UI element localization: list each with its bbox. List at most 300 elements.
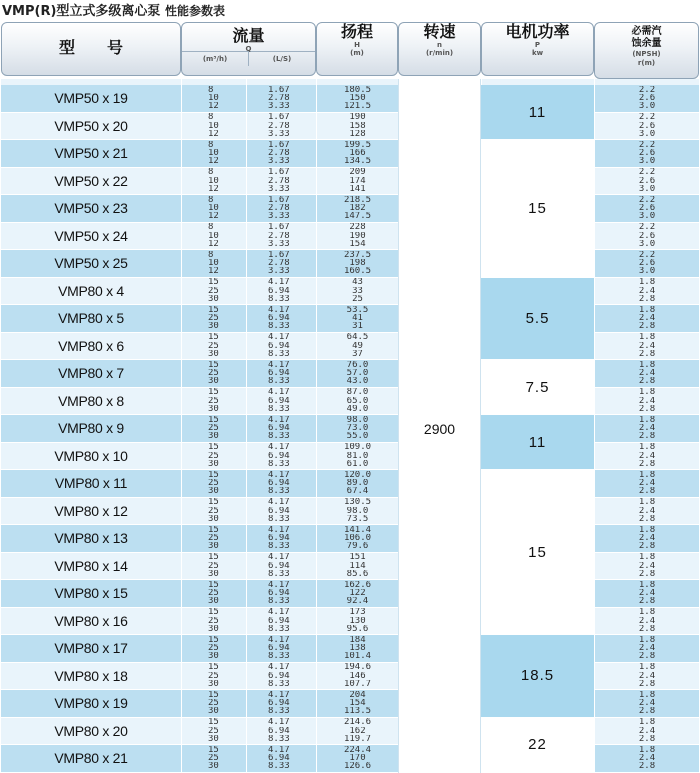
flow-m3h-cell-value: 30 bbox=[208, 349, 219, 359]
head-cell-value: 151 bbox=[349, 553, 366, 562]
flow-m3h-cell-value: 10 bbox=[208, 121, 219, 130]
npsh-cell-value: 1.8 bbox=[638, 278, 656, 287]
header-head-symbol: H bbox=[354, 41, 360, 49]
header-speed-symbol: n bbox=[437, 41, 442, 49]
npsh-cell-value: 2.8 bbox=[638, 569, 656, 579]
table-row bbox=[1, 718, 699, 746]
flow-m3h-cell bbox=[181, 718, 246, 746]
npsh-cell-value: 2.6 bbox=[638, 176, 656, 185]
flow-ls-cell-value: 4.17 bbox=[268, 388, 290, 397]
npsh-cell-value: 2.8 bbox=[638, 652, 656, 661]
model-cell: VMP50 x 19 bbox=[1, 85, 181, 113]
table-row bbox=[1, 580, 699, 608]
npsh-cell-value: 2.6 bbox=[638, 259, 656, 268]
flow-m3h-cell-value: 15 bbox=[208, 305, 219, 315]
model-cell: VMP80 x 4 bbox=[1, 278, 181, 306]
header-npsh-line3: (NPSH) bbox=[632, 50, 661, 58]
flow-m3h-cell-value: 25 bbox=[208, 451, 219, 460]
flow-m3h-cell bbox=[181, 360, 246, 388]
npsh-cell bbox=[594, 690, 699, 718]
header-flow-unit-m3h: (m³/h) bbox=[202, 55, 228, 63]
npsh-cell-value: 2.8 bbox=[638, 734, 656, 744]
npsh-cell-value: 3.0 bbox=[638, 267, 656, 276]
flow-m3h-cell-value: 25 bbox=[208, 369, 219, 378]
flow-ls-cell-value: 6.94 bbox=[268, 341, 290, 350]
flow-ls-cell bbox=[246, 250, 316, 278]
flow-m3h-cell-value: 30 bbox=[208, 514, 219, 524]
npsh-cell-value: 1.8 bbox=[638, 305, 656, 315]
flow-m3h-cell-value: 10 bbox=[208, 149, 219, 158]
head-cell bbox=[316, 85, 398, 113]
flow-ls-cell bbox=[246, 498, 316, 526]
head-cell-value: 41 bbox=[352, 314, 363, 323]
npsh-cell-value: 2.2 bbox=[638, 113, 656, 122]
head-cell bbox=[316, 553, 398, 581]
npsh-cell bbox=[594, 443, 699, 471]
flow-ls-cell-value: 4.17 bbox=[268, 718, 290, 727]
head-cell-value: 121.5 bbox=[343, 102, 372, 111]
npsh-cell-value: 2.4 bbox=[638, 506, 656, 515]
flow-ls-cell-value: 1.67 bbox=[268, 223, 290, 232]
flow-ls-cell-value: 2.78 bbox=[268, 149, 290, 158]
flow-ls-cell-value: 3.33 bbox=[268, 102, 290, 111]
flow-ls-cell-value: 1.67 bbox=[268, 85, 290, 95]
head-cell-value: 33 bbox=[352, 286, 363, 295]
flow-m3h-cell bbox=[181, 553, 246, 581]
model-cell: VMP80 x 7 bbox=[1, 360, 181, 388]
flow-ls-cell-value: 6.94 bbox=[268, 369, 290, 378]
flow-m3h-cell-value: 15 bbox=[208, 333, 219, 342]
flow-m3h-cell bbox=[181, 663, 246, 691]
flow-m3h-cell-value: 30 bbox=[208, 652, 219, 661]
header-model bbox=[1, 22, 181, 76]
flow-ls-cell-value: 4.17 bbox=[268, 360, 290, 370]
flow-ls-cell-value: 6.94 bbox=[268, 671, 290, 680]
flow-ls-cell-value: 6.94 bbox=[268, 616, 290, 625]
npsh-cell-value: 2.4 bbox=[638, 616, 656, 625]
npsh-cell bbox=[594, 85, 699, 113]
npsh-cell-value: 1.8 bbox=[638, 443, 656, 452]
head-cell bbox=[316, 223, 398, 251]
flow-m3h-cell-value: 15 bbox=[208, 525, 219, 535]
flow-ls-cell-value: 4.17 bbox=[268, 745, 290, 755]
npsh-cell-value: 3.0 bbox=[638, 129, 656, 139]
head-cell-value: 199.5 bbox=[343, 140, 372, 150]
flow-ls-cell-value: 3.33 bbox=[268, 212, 290, 221]
flow-m3h-cell-value: 30 bbox=[208, 294, 219, 304]
npsh-cell bbox=[594, 580, 699, 608]
flow-m3h-cell-value: 30 bbox=[208, 569, 219, 579]
flow-m3h-cell bbox=[181, 580, 246, 608]
npsh-cell-value: 2.6 bbox=[638, 204, 656, 213]
npsh-cell-value: 2.6 bbox=[638, 94, 656, 103]
flow-m3h-cell bbox=[181, 85, 246, 113]
flow-ls-cell-value: 4.17 bbox=[268, 525, 290, 535]
flow-m3h-cell bbox=[181, 333, 246, 361]
model-cell: VMP80 x 10 bbox=[1, 443, 181, 471]
flow-m3h-cell-value: 25 bbox=[208, 671, 219, 680]
flow-m3h-cell-value: 30 bbox=[208, 707, 219, 716]
flow-ls-cell-value: 6.94 bbox=[268, 561, 290, 570]
npsh-cell bbox=[594, 553, 699, 581]
head-cell-value: 98.0 bbox=[346, 506, 369, 515]
table-row bbox=[1, 333, 699, 361]
flow-ls-cell-value: 8.33 bbox=[268, 322, 290, 331]
header-head-unit: (m) bbox=[350, 49, 364, 57]
flow-m3h-cell bbox=[181, 608, 246, 636]
npsh-cell bbox=[594, 168, 699, 196]
flow-ls-cell-value: 2.78 bbox=[268, 204, 290, 213]
table-row bbox=[1, 223, 699, 251]
npsh-cell-value: 2.8 bbox=[638, 294, 656, 304]
flow-ls-cell-value: 8.33 bbox=[268, 597, 290, 606]
head-cell-value: 25 bbox=[352, 294, 363, 304]
flow-m3h-cell-value: 8 bbox=[208, 113, 214, 122]
model-cell: VMP80 x 8 bbox=[1, 388, 181, 416]
head-cell-value: 114 bbox=[349, 561, 366, 570]
flow-m3h-cell-value: 15 bbox=[208, 553, 219, 562]
head-cell-value: 98.0 bbox=[346, 415, 369, 425]
model-cell: VMP80 x 18 bbox=[1, 663, 181, 691]
model-cell: VMP80 x 14 bbox=[1, 553, 181, 581]
flow-m3h-cell-value: 25 bbox=[208, 699, 219, 708]
flow-m3h-cell-value: 15 bbox=[208, 608, 219, 617]
flow-m3h-cell-value: 15 bbox=[208, 388, 219, 397]
flow-ls-cell-value: 8.33 bbox=[268, 459, 290, 469]
npsh-cell-value: 2.8 bbox=[638, 762, 656, 771]
flow-m3h-cell-value: 25 bbox=[208, 424, 219, 433]
power-cell: 11 bbox=[481, 85, 594, 140]
head-cell-value: 49.0 bbox=[346, 404, 369, 414]
flow-m3h-cell bbox=[181, 223, 246, 251]
header-head-label: 扬程 bbox=[340, 22, 373, 41]
flow-ls-cell-value: 4.17 bbox=[268, 635, 290, 645]
npsh-cell bbox=[594, 278, 699, 306]
head-cell-value: 141 bbox=[349, 184, 366, 194]
flow-m3h-cell-value: 15 bbox=[208, 718, 219, 727]
flow-ls-cell-value: 6.94 bbox=[268, 396, 290, 405]
flow-m3h-cell-value: 30 bbox=[208, 597, 219, 606]
flow-m3h-cell-value: 30 bbox=[208, 624, 219, 634]
head-cell bbox=[316, 250, 398, 278]
performance-table bbox=[1, 22, 699, 773]
flow-ls-cell-value: 1.67 bbox=[268, 168, 290, 177]
flow-ls-cell-value: 6.94 bbox=[268, 644, 290, 653]
npsh-cell-value: 2.4 bbox=[638, 451, 656, 460]
head-cell-value: 73.0 bbox=[346, 424, 369, 433]
power-cell: 22 bbox=[481, 718, 594, 773]
npsh-cell-value: 2.4 bbox=[638, 369, 656, 378]
flow-ls-cell bbox=[246, 140, 316, 168]
flow-m3h-cell bbox=[181, 168, 246, 196]
model-cell: VMP50 x 24 bbox=[1, 223, 181, 251]
flow-m3h-cell-value: 10 bbox=[208, 176, 219, 185]
flow-m3h-cell-value: 15 bbox=[208, 470, 219, 480]
flow-ls-cell-value: 4.17 bbox=[268, 580, 290, 590]
flow-ls-cell bbox=[246, 443, 316, 471]
flow-m3h-cell-value: 12 bbox=[208, 267, 219, 276]
head-cell bbox=[316, 745, 398, 773]
npsh-cell-value: 2.8 bbox=[638, 432, 656, 441]
flow-m3h-cell-value: 15 bbox=[208, 415, 219, 425]
speed-cell: 2900 bbox=[398, 85, 481, 773]
flow-ls-cell-value: 8.33 bbox=[268, 652, 290, 661]
flow-ls-cell-value: 6.94 bbox=[268, 726, 290, 735]
head-cell-value: 204 bbox=[349, 690, 366, 700]
table-row bbox=[1, 415, 699, 443]
table-row bbox=[1, 470, 699, 498]
npsh-cell bbox=[594, 333, 699, 361]
table-row bbox=[1, 663, 699, 691]
flow-m3h-cell-value: 12 bbox=[208, 157, 219, 166]
npsh-cell-value: 2.2 bbox=[638, 140, 656, 150]
head-cell-value: 154 bbox=[349, 239, 366, 249]
npsh-cell-value: 2.8 bbox=[638, 624, 656, 634]
flow-ls-cell-value: 8.33 bbox=[268, 707, 290, 716]
header-power-unit: kw bbox=[531, 49, 544, 57]
flow-ls-cell-value: 8.33 bbox=[268, 762, 290, 771]
header-speed-unit: (r/min) bbox=[425, 49, 454, 57]
flow-m3h-cell-value: 30 bbox=[208, 762, 219, 771]
flow-ls-cell-value: 4.17 bbox=[268, 305, 290, 315]
flow-ls-cell bbox=[246, 745, 316, 773]
flow-ls-cell-value: 8.33 bbox=[268, 377, 290, 386]
head-cell-value: 107.7 bbox=[343, 679, 372, 689]
head-cell-value: 130.5 bbox=[343, 498, 372, 507]
header-model-label: 型 号 bbox=[58, 38, 123, 57]
head-cell-value: 126.6 bbox=[343, 762, 372, 771]
model-cell: VMP80 x 9 bbox=[1, 415, 181, 443]
head-cell-value: 166 bbox=[349, 149, 366, 158]
npsh-cell bbox=[594, 498, 699, 526]
title-main: VMP(R)型立式多级离心泵 bbox=[2, 4, 161, 19]
flow-ls-cell-value: 1.67 bbox=[268, 140, 290, 150]
head-cell-value: 122 bbox=[349, 589, 366, 598]
head-cell-value: 79.6 bbox=[346, 542, 369, 551]
head-cell-value: 134.5 bbox=[343, 157, 372, 166]
flow-m3h-cell-value: 10 bbox=[208, 204, 219, 213]
npsh-cell-value: 2.8 bbox=[638, 679, 656, 689]
flow-ls-cell-value: 3.33 bbox=[268, 129, 290, 139]
head-cell-value: 162 bbox=[349, 726, 366, 735]
npsh-cell-value: 1.8 bbox=[638, 553, 656, 562]
flow-m3h-cell bbox=[181, 195, 246, 223]
flow-ls-cell-value: 8.33 bbox=[268, 404, 290, 414]
flow-ls-cell-value: 4.17 bbox=[268, 498, 290, 507]
header-npsh-line1: 必需汽 bbox=[631, 26, 662, 37]
head-cell-value: 37 bbox=[352, 349, 363, 359]
flow-m3h-cell-value: 12 bbox=[208, 129, 219, 139]
flow-ls-cell-value: 6.94 bbox=[268, 699, 290, 708]
flow-ls-cell bbox=[246, 168, 316, 196]
head-cell-value: 120.0 bbox=[343, 470, 372, 480]
npsh-cell-value: 1.8 bbox=[638, 415, 656, 425]
npsh-cell bbox=[594, 745, 699, 773]
flow-m3h-cell-value: 30 bbox=[208, 542, 219, 551]
flow-ls-cell-value: 1.67 bbox=[268, 113, 290, 122]
npsh-cell-value: 1.8 bbox=[638, 360, 656, 370]
head-cell-value: 194.6 bbox=[343, 663, 372, 672]
npsh-cell-value: 2.4 bbox=[638, 699, 656, 708]
head-cell-value: 170 bbox=[349, 754, 366, 763]
npsh-cell-value: 2.8 bbox=[638, 597, 656, 606]
head-cell-value: 113.5 bbox=[343, 707, 372, 716]
head-cell bbox=[316, 608, 398, 636]
flow-ls-cell-value: 2.78 bbox=[268, 94, 290, 103]
model-cell: VMP80 x 19 bbox=[1, 690, 181, 718]
npsh-cell-value: 2.2 bbox=[638, 195, 656, 205]
head-cell-value: 146 bbox=[349, 671, 366, 680]
npsh-cell-value: 2.8 bbox=[638, 349, 656, 359]
flow-m3h-cell bbox=[181, 498, 246, 526]
flow-m3h-cell bbox=[181, 113, 246, 141]
flow-ls-cell-value: 8.33 bbox=[268, 679, 290, 689]
flow-ls-cell-value: 3.33 bbox=[268, 157, 290, 166]
flow-ls-cell bbox=[246, 333, 316, 361]
flow-ls-cell-value: 8.33 bbox=[268, 514, 290, 524]
head-cell-value: 209 bbox=[349, 168, 366, 177]
head-cell bbox=[316, 470, 398, 498]
npsh-cell-value: 2.6 bbox=[638, 121, 656, 130]
flow-ls-cell bbox=[246, 525, 316, 553]
flow-ls-cell-value: 4.17 bbox=[268, 553, 290, 562]
npsh-cell bbox=[594, 140, 699, 168]
npsh-cell-value: 2.4 bbox=[638, 341, 656, 350]
header-row bbox=[1, 22, 699, 79]
flow-m3h-cell-value: 25 bbox=[208, 616, 219, 625]
npsh-cell-value: 1.8 bbox=[638, 745, 656, 755]
flow-m3h-cell-value: 25 bbox=[208, 561, 219, 570]
header-flow bbox=[181, 22, 316, 76]
head-cell-value: 154 bbox=[349, 699, 366, 708]
flow-ls-cell bbox=[246, 85, 316, 113]
npsh-cell-value: 2.8 bbox=[638, 707, 656, 716]
head-cell bbox=[316, 663, 398, 691]
model-cell: VMP80 x 15 bbox=[1, 580, 181, 608]
npsh-cell-value: 2.2 bbox=[638, 85, 656, 95]
header-power-label: 电机功率 bbox=[505, 22, 570, 41]
flow-m3h-cell-value: 15 bbox=[208, 635, 219, 645]
head-cell bbox=[316, 140, 398, 168]
head-cell-value: 73.5 bbox=[346, 514, 369, 524]
npsh-cell-value: 2.8 bbox=[638, 514, 656, 524]
head-cell bbox=[316, 195, 398, 223]
model-cell: VMP80 x 12 bbox=[1, 498, 181, 526]
header-flow-symbol: Q bbox=[245, 45, 252, 53]
npsh-cell bbox=[594, 360, 699, 388]
power-cell: 11 bbox=[481, 415, 594, 470]
flow-m3h-cell-value: 30 bbox=[208, 487, 219, 496]
npsh-cell-value: 2.4 bbox=[638, 589, 656, 598]
npsh-cell bbox=[594, 608, 699, 636]
head-cell-value: 89.0 bbox=[346, 479, 369, 488]
npsh-cell bbox=[594, 223, 699, 251]
flow-m3h-cell-value: 8 bbox=[208, 140, 214, 150]
flow-m3h-cell-value: 25 bbox=[208, 534, 219, 543]
flow-m3h-cell-value: 8 bbox=[208, 85, 214, 95]
npsh-cell-value: 1.8 bbox=[638, 690, 656, 700]
head-cell bbox=[316, 443, 398, 471]
table-row bbox=[1, 553, 699, 581]
head-cell-value: 174 bbox=[349, 176, 366, 185]
flow-m3h-cell-value: 8 bbox=[208, 195, 214, 205]
npsh-cell-value: 1.8 bbox=[638, 608, 656, 617]
npsh-cell-value: 1.8 bbox=[638, 333, 656, 342]
model-cell: VMP80 x 17 bbox=[1, 635, 181, 663]
header-npsh-line4: r(m) bbox=[637, 59, 656, 67]
flow-m3h-cell bbox=[181, 250, 246, 278]
head-cell bbox=[316, 580, 398, 608]
table-row bbox=[1, 608, 699, 636]
npsh-cell-value: 1.8 bbox=[638, 663, 656, 672]
flow-ls-cell-value: 2.78 bbox=[268, 176, 290, 185]
head-cell-value: 65.0 bbox=[346, 396, 369, 405]
model-cell: VMP80 x 5 bbox=[1, 305, 181, 333]
flow-ls-cell-value: 3.33 bbox=[268, 184, 290, 194]
head-cell bbox=[316, 525, 398, 553]
head-cell bbox=[316, 690, 398, 718]
npsh-cell bbox=[594, 718, 699, 746]
header-npsh bbox=[594, 22, 699, 79]
head-cell-value: 76.0 bbox=[346, 360, 369, 370]
head-cell-value: 158 bbox=[349, 121, 366, 130]
head-cell-value: 138 bbox=[349, 644, 366, 653]
npsh-cell-value: 2.2 bbox=[638, 223, 656, 232]
flow-m3h-cell-value: 25 bbox=[208, 754, 219, 763]
head-cell-value: 182 bbox=[349, 204, 366, 213]
head-cell-value: 130 bbox=[349, 616, 366, 625]
flow-ls-cell-value: 8.33 bbox=[268, 349, 290, 359]
head-cell-value: 119.7 bbox=[343, 734, 372, 744]
npsh-cell-value: 2.2 bbox=[638, 168, 656, 177]
model-cell: VMP80 x 6 bbox=[1, 333, 181, 361]
table-row bbox=[1, 443, 699, 471]
npsh-cell-value: 1.8 bbox=[638, 525, 656, 535]
flow-m3h-cell-value: 25 bbox=[208, 341, 219, 350]
flow-m3h-cell-value: 12 bbox=[208, 212, 219, 221]
head-cell-value: 64.5 bbox=[346, 333, 369, 342]
header-power bbox=[481, 22, 594, 76]
flow-ls-cell bbox=[246, 580, 316, 608]
npsh-cell-value: 3.0 bbox=[638, 212, 656, 221]
flow-m3h-cell-value: 30 bbox=[208, 679, 219, 689]
flow-m3h-cell-value: 25 bbox=[208, 479, 219, 488]
npsh-cell bbox=[594, 663, 699, 691]
table-row bbox=[1, 498, 699, 526]
head-cell-value: 141.4 bbox=[343, 525, 372, 535]
flow-ls-cell-value: 8.33 bbox=[268, 294, 290, 304]
flow-ls-cell-value: 4.17 bbox=[268, 415, 290, 425]
head-cell-value: 106.0 bbox=[343, 534, 372, 543]
flow-m3h-cell-value: 25 bbox=[208, 506, 219, 515]
head-cell bbox=[316, 498, 398, 526]
flow-ls-cell-value: 6.94 bbox=[268, 424, 290, 433]
head-cell bbox=[316, 113, 398, 141]
model-cell: VMP50 x 20 bbox=[1, 113, 181, 141]
npsh-cell-value: 2.4 bbox=[638, 561, 656, 570]
flow-ls-cell-value: 4.17 bbox=[268, 690, 290, 700]
flow-m3h-cell-value: 10 bbox=[208, 231, 219, 240]
table-body bbox=[1, 79, 699, 773]
flow-ls-cell-value: 6.94 bbox=[268, 286, 290, 295]
flow-m3h-cell-value: 25 bbox=[208, 644, 219, 653]
flow-m3h-cell-value: 25 bbox=[208, 396, 219, 405]
flow-m3h-cell bbox=[181, 443, 246, 471]
flow-ls-cell bbox=[246, 113, 316, 141]
flow-m3h-cell-value: 25 bbox=[208, 314, 219, 323]
npsh-cell-value: 2.2 bbox=[638, 250, 656, 260]
flow-m3h-cell-value: 8 bbox=[208, 250, 214, 260]
